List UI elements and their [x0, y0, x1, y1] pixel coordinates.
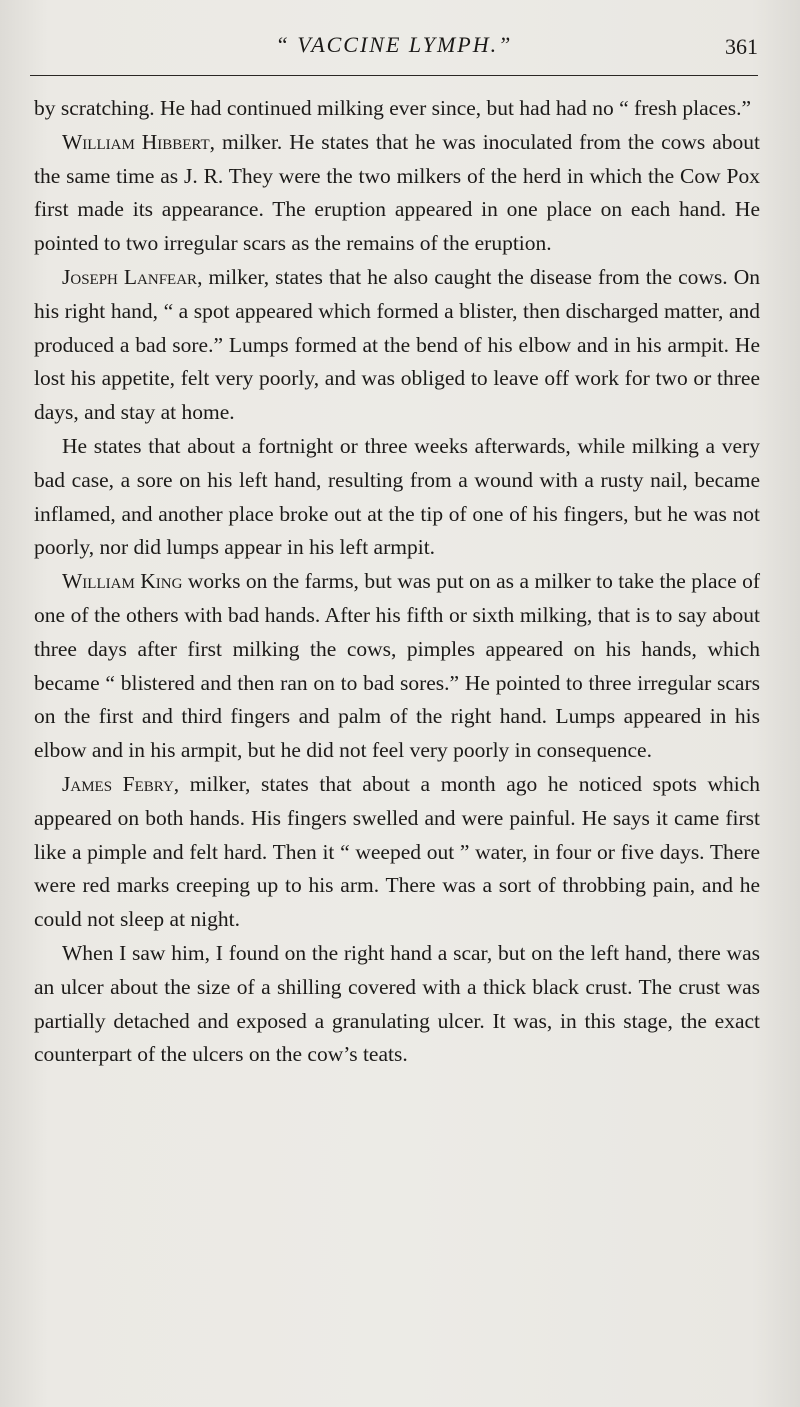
paragraph-text: When I saw him, I found on the right hand a scar, but on the left hand, there was an ulcer about the size of a shilling covered with a thick black crust. The crust was partially detached and exposed a granulating ulcer. It was, in this stage, the exact counterpart of the ulcers on the cow’s teats. [34, 940, 760, 1067]
page-number: 361 [725, 34, 758, 59]
body-text [34, 92, 760, 1072]
paragraph-text: He states that about a fortnight or three weeks afterwards, while milking a very bad case, a sore on his left hand, resulting from a wound with a rusty nail, became inflamed, and another place broke out at the tip of one of his fingers, but he was not poorly, nor did lumps appear in his left armpit. [34, 433, 760, 560]
paragraph-text: , milker, states that he also caught the disease from the cows. On his right hand, “ a spot appeared which formed a blister, then discharged matter, and produced a bad sore.” Lumps formed at the bend of his elbow and in his armpit. He lost his appetite, felt very poorly, and was obliged to leave off work for two or three days, and stay at home. [34, 264, 760, 425]
paragraph-william-king [34, 565, 760, 768]
paragraph-text: by scratching. He had continued milking ever since, but had had no “ fresh places.” [34, 96, 752, 120]
paragraph-lanfear-continued [34, 430, 760, 565]
paragraph-william-hibbert [34, 126, 760, 261]
running-title: “ VACCINE LYMPH.” [275, 32, 513, 57]
person-name: Joseph Lanfear [62, 264, 198, 289]
paragraph-joseph-lanfear [34, 261, 760, 430]
header-rule [30, 75, 758, 76]
paragraph-observation [34, 937, 760, 1072]
person-name: James Febry [62, 771, 174, 796]
running-header [30, 30, 758, 70]
paragraph-text: , milker. He states that he was inoculated from the cows about the same time as J. R. They were the two milkers of the herd in which the Cow Pox first made its appearance. The eruption appeared in one place on each hand. He pointed to two irregular scars as the remains of the eruption. [34, 129, 760, 256]
person-name: William King [62, 569, 183, 594]
paragraph-text: works on the farms, but was put on as a milker to take the place of one of the others with bad hands. After his fifth or sixth milking, that is to say about three days after first milking the cows, pimples appeared on his hands, which became “ blistered and then ran on to bad sores.” He pointed to three irregular scars on the first and third fingers and palm of the right hand. Lumps appeared in his elbow and in his armpit, but he did not feel very poorly in consequence. [34, 569, 760, 763]
paragraph-james-febry [34, 768, 760, 937]
paragraph-text: , milker, states that about a month ago he noticed spots which appeared on both hands. His fingers swelled and were painful. He says it came first like a pimple and felt hard. Then it “ weeped out ” water, in four or five days. There were red marks creeping up to his arm. There was a sort of throbbing pain, and he could not sleep at night. [34, 771, 760, 932]
person-name: William Hibbert [62, 129, 210, 154]
paragraph-continuation [34, 92, 760, 126]
